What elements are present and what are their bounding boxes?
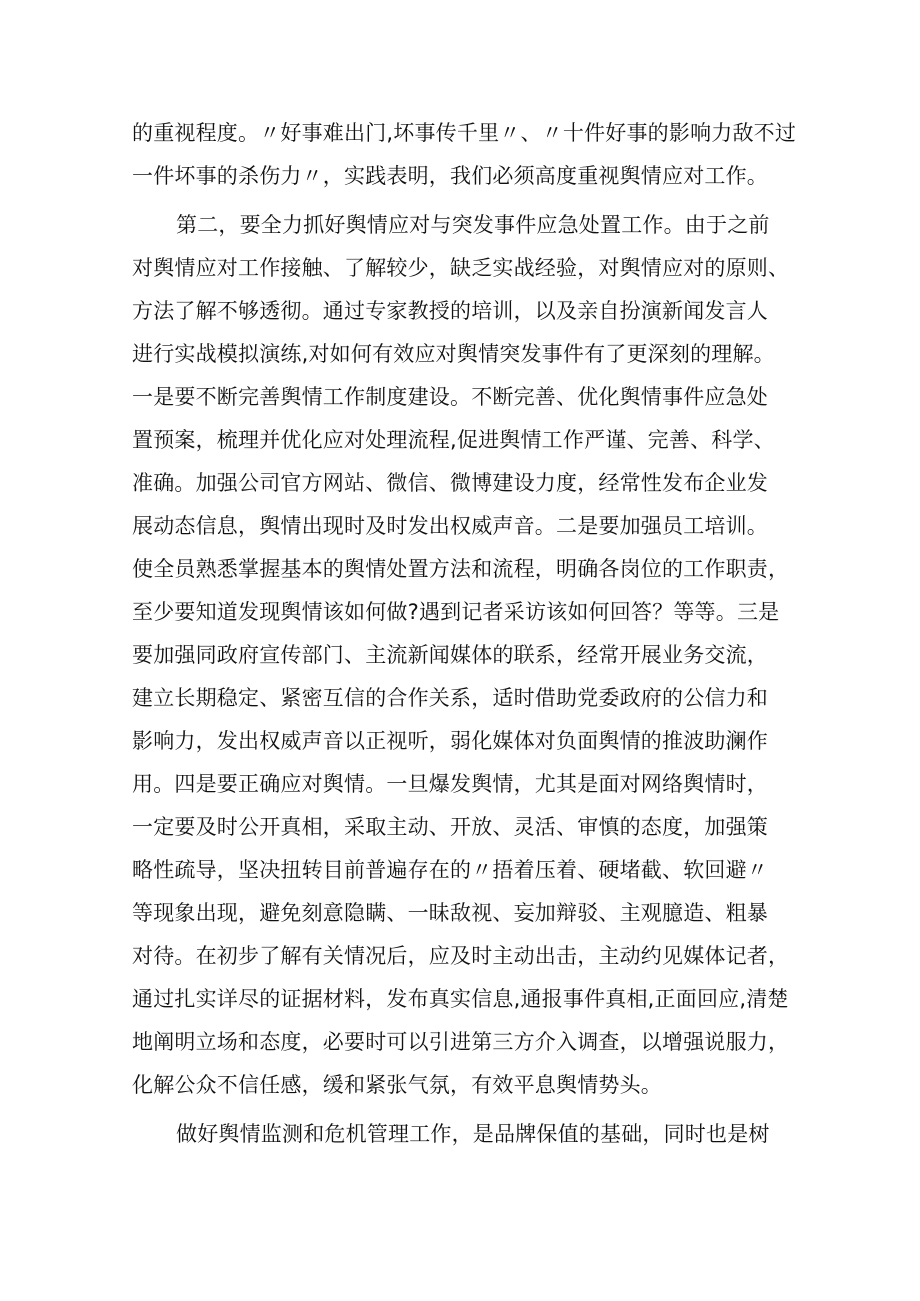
text-line: 准确。加强公司官方网站、微信、微博建设力度，经常性发布企业发 (132, 471, 768, 495)
text-line: 第二，要全力抓好舆情应对与突发事件应急处置工作。由于之前 (176, 213, 770, 237)
text-line: 一是要不断完善舆情工作制度建设。不断完善、优化舆情事件应急处 (132, 385, 768, 409)
text-line: 一件坏事的杀伤力〃，实践表明，我们必须高度重视舆情应对工作。 (132, 164, 768, 188)
text-line: 至少要知道发现舆情该如何做?遇到记者采访该如何回答？等等。三是 (132, 600, 780, 624)
text-line: 地阐明立场和态度，必要时可以引进第三方介入调查，以增强说服力， (132, 1030, 790, 1054)
text-line: 等现象出现，避免刻意隐瞒、一昧敌视、妄加辩驳、主观臆造、粗暴 (132, 901, 768, 925)
text-line: 的重视程度。〃好事难出门,坏事传千里〃、〃十件好事的影响力敌不过 (132, 121, 797, 145)
text-line: 用。四是要正确应对舆情。一旦爆发舆情，尤其是面对网络舆情时， (132, 772, 768, 796)
text-line: 展动态信息，舆情出现时及时发出权威声音。二是要加强员工培训。 (132, 514, 768, 538)
text-line: 建立长期稳定、紧密互信的合作关系，适时借助党委政府的公信力和 (132, 686, 768, 710)
text-line: 置预案，梳理并优化应对处理流程,促进舆情工作严谨、完善、科学、 (132, 428, 775, 452)
text-line: 略性疏导，坚决扭转目前普遍存在的〃捂着压着、硬堵截、软回避〃 (132, 858, 768, 882)
text-line: 做好舆情监测和危机管理工作，是品牌保值的基础，同时也是树 (176, 1122, 770, 1146)
paragraph-continuation (132, 112, 797, 198)
text-line: 使全员熟悉掌握基本的舆情处置方法和流程，明确各岗位的工作职责， (132, 557, 790, 581)
text-line: 化解公众不信任感，缓和紧张气氛，有效平息舆情势头。 (132, 1073, 662, 1097)
text-line: 方法了解不够透彻。通过专家教授的培训，以及亲自扮演新闻发言人 (132, 299, 768, 323)
text-line: 要加强同政府宣传部门、主流新闻媒体的联系，经常开展业务交流， (132, 643, 768, 667)
text-line: 进行实战模拟演练,对如何有效应对舆情突发事件有了更深刻的理解。 (132, 342, 775, 366)
text-line: 通过扎实详尽的证据材料，发布真实信息,通报事件真相,正面回应,清楚 (132, 987, 789, 1011)
text-line: 一定要及时公开真相，采取主动、开放、灵活、审慎的态度，加强策 (132, 815, 768, 839)
text-line: 对待。在初步了解有关情况后，应及时主动出击，主动约见媒体记者， (132, 944, 790, 968)
paragraph-second-point (132, 204, 792, 1107)
text-line: 对舆情应对工作接触、了解较少，缺乏实战经验，对舆情应对的原则、 (132, 256, 790, 280)
document-body (132, 112, 797, 1156)
text-line: 影响力，发出权威声音以正视听，弱化媒体对负面舆情的推波助澜作 (132, 729, 768, 753)
paragraph-closing (132, 1113, 792, 1156)
